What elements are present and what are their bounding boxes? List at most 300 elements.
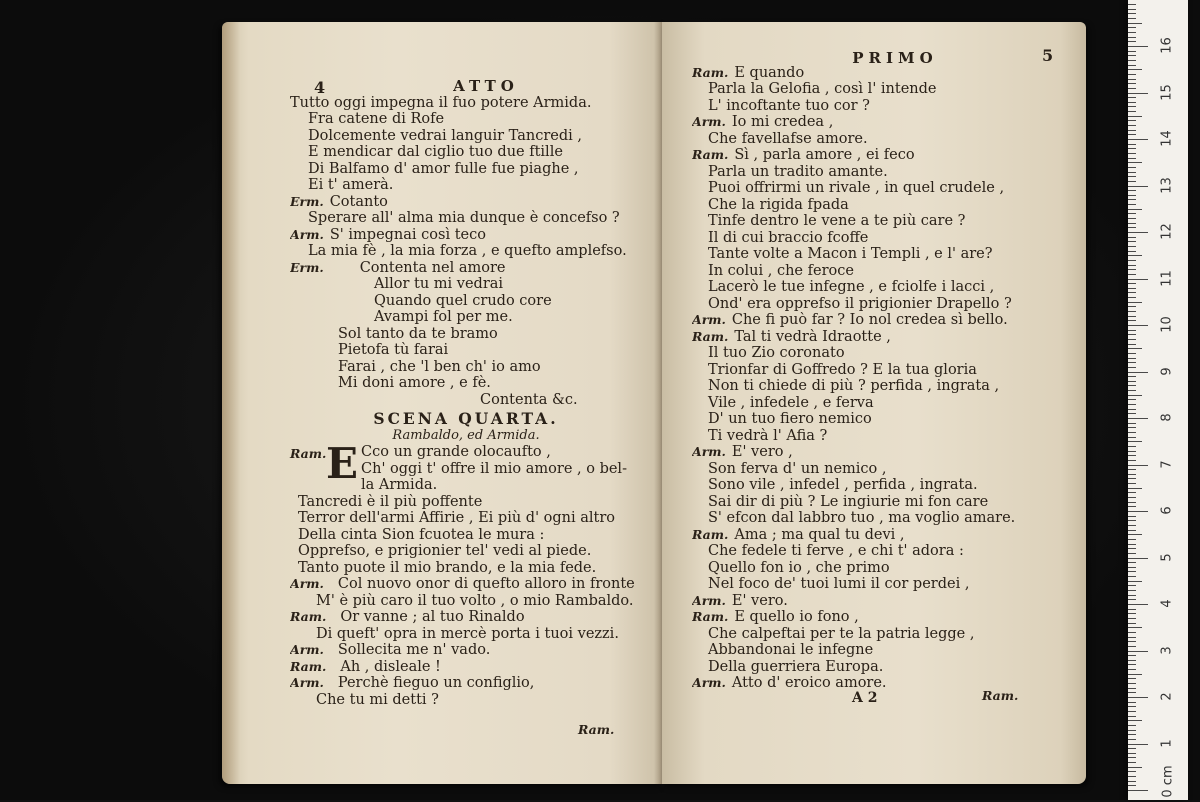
verse-line: Cco un grande olocaufto , [361,444,551,460]
ruler-tick [1128,181,1136,182]
ruler-tick [1128,711,1136,712]
ruler-tick [1128,678,1136,679]
ruler-tick [1128,683,1136,684]
verse-text: Vile , infedele , e ferva [708,394,874,411]
ruler-tick [1128,544,1136,545]
ruler-label: 14 [1159,130,1175,147]
ruler-tick [1128,530,1136,531]
ruler-label: 3 [1159,645,1175,655]
ruler-tick [1128,399,1136,400]
verse-text: Puoi offrirmi un rivale , in quel crudele , [708,180,1005,196]
verse-text: Non ti chiede di più ? perfida , ingrata , [708,378,1000,394]
verse-line [290,326,642,343]
ruler-tick [1128,562,1136,563]
ruler-tick [1128,599,1136,600]
verse-line [692,98,1058,115]
ruler-tick [1128,609,1136,610]
verse-text: L' incoftante tuo cor ? [708,97,870,114]
verse-line [692,180,1058,197]
verse-line [290,593,642,610]
verse-line [692,312,1058,329]
ruler-label: 6 [1159,506,1175,515]
verse-text: Tanto puote il mio brando, e la mia fede. [298,559,597,576]
ruler-tick [1128,348,1142,349]
verse-line [290,392,642,409]
verse-line [692,263,1058,280]
ruler-label: 5 [1159,552,1175,562]
ruler-tick [1128,246,1136,247]
ruler-tick [1128,664,1136,665]
verse-line [290,309,642,326]
ruler-tick [1128,413,1136,414]
verse-line [290,375,642,392]
verse-text: Che fedele ti ferve , e chi t' adora : [708,543,964,559]
ruler-tick [1128,376,1136,377]
ruler-tick [1128,437,1136,438]
verse-text: Parla la Gelofia , così l' intende [708,81,937,97]
ruler-tick [1128,106,1136,107]
ruler-tick [1128,199,1136,200]
ruler-tick [1128,525,1136,526]
ruler-tick [1128,18,1136,19]
ruler-tick [1128,390,1136,391]
ruler-label: 11 [1159,269,1175,287]
verse-line [290,128,642,145]
ruler-label: 8 [1159,413,1175,422]
ruler-tick [1128,116,1142,117]
ruler-tick [1128,520,1136,521]
verse-line [692,81,1058,98]
verse-line [692,230,1058,247]
verse-text: Di queft' opra in mercè porta i tuoi vezzi. [316,625,619,642]
ruler-tick [1128,227,1136,228]
ruler-tick [1128,469,1136,470]
catchword-right: Ram. [982,688,1019,703]
ruler-tick [1128,534,1142,535]
ruler-tick [1128,506,1136,507]
ruler-tick [1128,688,1136,689]
ruler-tick [1128,553,1136,554]
verse-text: E' vero. [731,592,788,609]
ruler-tick [1128,265,1136,266]
ruler-tick [1128,483,1136,484]
verse-text: Quello fon io , che primo [708,559,890,576]
verse-text: Sollecita me n' vado. [337,642,491,658]
ruler-tick [1128,51,1136,52]
running-header-right: PRIMO [852,49,938,67]
verse-line [692,609,1058,626]
verse-line [692,246,1058,263]
verse-line [290,111,642,128]
speaker-label: Arm. [290,226,324,242]
ruler-label: 1 [1159,738,1175,748]
ruler-tick [1128,362,1136,363]
verse-text: Sperare all' alma mia dunque è concefso ? [308,210,620,226]
ruler-tick [1128,148,1136,149]
verse-text: Tal ti vedrà Idraotte , [734,328,891,345]
ruler-tick [1128,306,1136,307]
speaker-label: Erm. [290,259,324,275]
verse-text: Lacerò le tue infegne , e fciolfe i lacci , [708,279,995,295]
ruler-tick [1128,785,1136,786]
verse-text: E quello io fono , [734,609,859,625]
ruler-tick [1128,297,1136,298]
ruler-tick [1128,46,1148,47]
ruler-tick [1128,571,1136,572]
speaker-label: Arm. [692,444,726,459]
verse-text: Il di cui braccio fcoffe [708,229,869,246]
verse-line [692,444,1058,461]
verse-text: D' un tuo fiero nemico [708,411,872,427]
ruler-label: 4 [1159,599,1175,608]
catchword-left: Ram. [578,722,615,737]
verse-text: Che tu mi detti ? [316,691,439,708]
speaker-label: Erm. [290,193,324,209]
verse-text: Io mi credea , [731,114,834,130]
verse-text: Quando quel crudo core [374,292,552,309]
page-number-right: 5 [1042,46,1054,65]
verse-line [290,342,642,359]
verse-line [290,194,642,211]
ruler-tick [1128,669,1136,670]
verse-text: Atto d' eroico amore. [731,675,887,691]
verse-line [290,527,642,544]
verse-line [692,296,1058,313]
verse-text: Ama ; ma qual tu devi , [734,526,905,543]
ruler-tick [1128,478,1136,479]
right-page [662,22,1086,784]
verse-text: Che la rigida fpada [708,196,849,213]
ruler-tick [1128,162,1142,163]
ruler-tick [1128,139,1148,140]
verse-line [290,543,642,560]
ruler-tick [1128,195,1136,196]
ruler-label: 0 cm [1160,765,1176,798]
verse-line [290,560,642,577]
ruler-tick [1128,748,1136,749]
verse-line [290,359,642,376]
verse-text: Dolcemente vedrai languir Tancredi , [308,127,582,144]
ruler-tick [1128,325,1148,326]
speaker-label: Ram. [692,328,729,344]
ruler-tick [1128,4,1136,5]
ruler-tick [1128,74,1136,75]
ruler-tick [1128,451,1136,452]
verse-text: Contenta nel amore [359,259,506,276]
verse-line [290,609,642,626]
open-book [222,22,1086,784]
ruler-tick [1128,646,1136,647]
ruler-tick [1128,441,1142,442]
verse-line [692,576,1058,593]
ruler-tick [1128,655,1136,656]
verse-text: In colui , che feroce [708,262,854,279]
drop-cap-letter: E [326,439,359,488]
verse-line [692,560,1058,577]
ruler-tick [1128,516,1136,517]
verse-text: Perchè fieguo un configlio, [337,675,535,691]
ruler-tick [1128,651,1148,652]
ruler-label: 16 [1159,37,1175,54]
verse-line [692,543,1058,560]
ruler-tick [1128,432,1136,433]
verse-line [692,213,1058,230]
ruler-tick [1128,762,1136,763]
verse-line [290,276,642,293]
verse-text: E' vero , [731,444,793,460]
ruler-tick [1128,176,1136,177]
verse-text: Sono vile , infedel , perfida , ingrata. [708,477,978,493]
ruler-tick [1128,320,1136,321]
speaker-label: Arm. [692,675,726,690]
verse-text: Col nuovo onor di quefto alloro in fronte [337,576,635,592]
verse-text: Farai , che 'l ben ch' io amo [338,358,541,375]
ruler-tick [1128,674,1142,675]
verse-text: Tutto oggi impegna il fuo potere Armida. [290,94,592,111]
ruler-tick [1128,627,1142,628]
ruler-tick [1128,725,1136,726]
verse-line [692,345,1058,362]
ruler-tick [1128,776,1136,777]
ruler-tick [1128,223,1136,224]
ruler-tick [1128,237,1136,238]
speaker-label: Ram. [692,147,729,162]
ruler-tick [1128,581,1142,582]
ruler-tick [1128,641,1136,642]
verse-text: S' impegnai così teco [329,226,486,243]
verse-text: Ond' era opprefso il prigionier Drapello ? [708,295,1012,312]
ruler-label: 9 [1159,366,1175,376]
ruler-tick [1128,539,1136,540]
verse-text: Nel foco de' tuoi lumi il cor perdei , [708,576,970,592]
verse-line [692,428,1058,445]
ruler-tick [1128,111,1136,112]
ruler-tick [1128,251,1136,252]
verse-text: Tancredi è il più poffente [298,493,483,510]
ruler-tick [1128,455,1136,456]
ruler-tick [1128,344,1136,345]
ruler-tick [1128,288,1136,289]
ruler-tick [1128,790,1148,791]
verse-text: Che favellafse amore. [708,130,868,147]
verse-line [290,659,642,676]
verse-line [692,477,1058,494]
verse-line [290,626,642,643]
ruler-tick [1128,153,1136,154]
ruler-tick [1128,767,1142,768]
ruler-tick [1128,367,1136,368]
ruler-tick [1128,83,1136,84]
ruler-tick [1128,548,1136,549]
ruler-tick [1128,130,1136,131]
ruler-tick [1128,353,1136,354]
ruler-tick [1128,167,1136,168]
verse-text: Il tuo Zio coronato [708,345,845,361]
verse-line [692,197,1058,214]
ruler-tick [1128,692,1136,693]
ruler-tick [1128,771,1136,772]
ruler-tick [1128,623,1136,624]
ruler-tick [1128,79,1136,80]
verse-text: Sì , parla amore , ei feco [734,147,915,163]
ruler-tick [1128,632,1136,633]
verse-line [692,378,1058,395]
verse-line [692,164,1058,181]
verse-line [290,494,642,511]
verse-line [290,161,642,178]
speaker-label: Arm. [290,675,324,690]
verse-line [290,210,642,227]
verse-text: Parla un tradito amante. [708,163,888,180]
page-number-left: 4 [314,78,326,97]
ruler-tick [1128,69,1142,70]
speaker-label: Ram. [290,658,327,674]
speaker-label: Ram. [692,609,729,624]
verse-line [290,227,642,244]
ruler-tick [1128,697,1148,698]
ruler-tick [1128,218,1136,219]
verse-line [290,642,642,659]
ruler-tick [1128,232,1148,233]
ruler-tick [1128,385,1136,386]
ruler-tick [1128,660,1136,661]
ruler-tick [1128,576,1136,577]
verse-text: Sol tanto da te bramo [338,325,498,342]
ruler-tick [1128,395,1142,396]
ruler-tick [1128,60,1136,61]
ruler-tick [1128,488,1142,489]
speaker-label: Ram. [692,64,729,80]
verse-line [692,626,1058,643]
ruler-tick [1128,595,1136,596]
ruler-tick [1128,37,1136,38]
ruler-label: 13 [1159,176,1175,194]
ruler-tick [1128,446,1136,447]
scene-characters: Rambaldo, ed Armida. [392,427,540,443]
ruler-tick [1128,27,1136,28]
page-edge-stain [222,22,240,784]
verse-text: Tante volte a Macon i Templi , e l' are? [708,246,993,262]
speaker-label: Arm. [692,312,726,327]
verse-text: Or vanne ; al tuo Rinaldo [340,609,525,625]
ruler-tick [1128,334,1136,335]
ruler-tick [1128,13,1136,14]
verse-text: Trionfar di Goffredo ? E la tua gloria [708,361,977,378]
verse-block-b [290,494,642,709]
verse-line [290,576,642,593]
ruler-tick [1128,739,1136,740]
ruler-tick [1128,23,1142,24]
verse-line [692,494,1058,511]
verse-line [290,144,642,161]
ruler-tick [1128,134,1136,135]
ruler-tick [1128,283,1136,284]
ruler-tick [1128,474,1136,475]
verse-text: Fra catene di Rofe [308,111,445,127]
verse-text: Allor tu mi vedrai [374,276,504,292]
ruler-tick [1128,409,1136,410]
ruler-tick [1128,497,1136,498]
verse-line: Ch' oggi t' offre il mio amore , o bel- [361,460,627,477]
ruler-tick [1128,172,1136,173]
ruler-tick [1128,734,1136,735]
ruler-label: 15 [1159,83,1175,101]
ruler-tick [1128,511,1148,512]
ruler-tick [1128,716,1136,717]
verse-line [290,675,642,692]
verse-line [692,461,1058,478]
ruler-tick [1128,186,1148,187]
verse-text: Ti vedrà l' Afia ? [708,427,828,444]
verse-text: E quando [734,64,805,81]
ruler-tick [1128,706,1136,707]
verse-text: Son ferva d' un nemico , [708,460,887,477]
verse-text: La mia fè , la mia forza , e quefto amplefso. [308,243,627,259]
ruler-tick [1128,260,1136,261]
verse-text: S' efcon dal labbro tuo , ma voglio amare. [708,510,1016,526]
verse-line [692,131,1058,148]
ruler-tick [1128,88,1136,89]
ruler-tick [1128,558,1148,559]
verse-line [290,260,642,277]
drop-cap-lines [326,439,642,494]
verse-text: Mi doni amore , e fè. [338,375,491,391]
verse-line [692,147,1058,164]
speaker-label: Ram. [290,609,327,624]
verse-line [692,395,1058,412]
ruler-tick [1128,55,1136,56]
verse-line [290,243,642,260]
verse-text: E mendicar dal ciglio tuo due ftille [308,144,563,160]
verse-line [692,411,1058,428]
ruler-tick [1128,9,1136,10]
verse-text: Cotanto [329,193,388,210]
ruler-tick [1128,311,1136,312]
verse-text: Di Balfamo d' amor fulle fue piaghe , [308,160,579,177]
ruler-tick [1128,604,1148,605]
ruler-tick [1128,302,1142,303]
verse-line [692,362,1058,379]
ruler-tick [1128,209,1142,210]
verse-text: Tinfe dentro le vene a te più care ? [708,213,966,229]
ruler-tick [1128,613,1136,614]
ruler-tick [1128,418,1148,419]
ruler-tick [1128,255,1142,256]
verse-text: Avampi fol per me. [374,309,513,325]
ruler-tick [1128,730,1136,731]
ruler-tick [1128,102,1136,103]
ruler-tick [1128,372,1148,373]
ruler-tick [1128,427,1136,428]
verse-line [692,642,1058,659]
speaker-label: Ram. [290,446,327,461]
ruler-tick [1128,274,1136,275]
ruler-tick [1128,590,1136,591]
ruler-tick [1128,502,1136,503]
verse-text: Della guerriera Europa. [708,658,884,675]
ruler-tick [1128,381,1136,382]
verse-line [692,114,1058,131]
ruler-tick [1128,567,1136,568]
ruler-tick [1128,757,1136,758]
ruler-tick [1128,204,1136,205]
ruler-tick [1128,465,1148,466]
scene-title: SCENA QUARTA. [373,409,559,428]
verse-line [290,293,642,310]
verse-line [692,279,1058,296]
ruler-tick [1128,65,1136,66]
verse-line [290,510,642,527]
